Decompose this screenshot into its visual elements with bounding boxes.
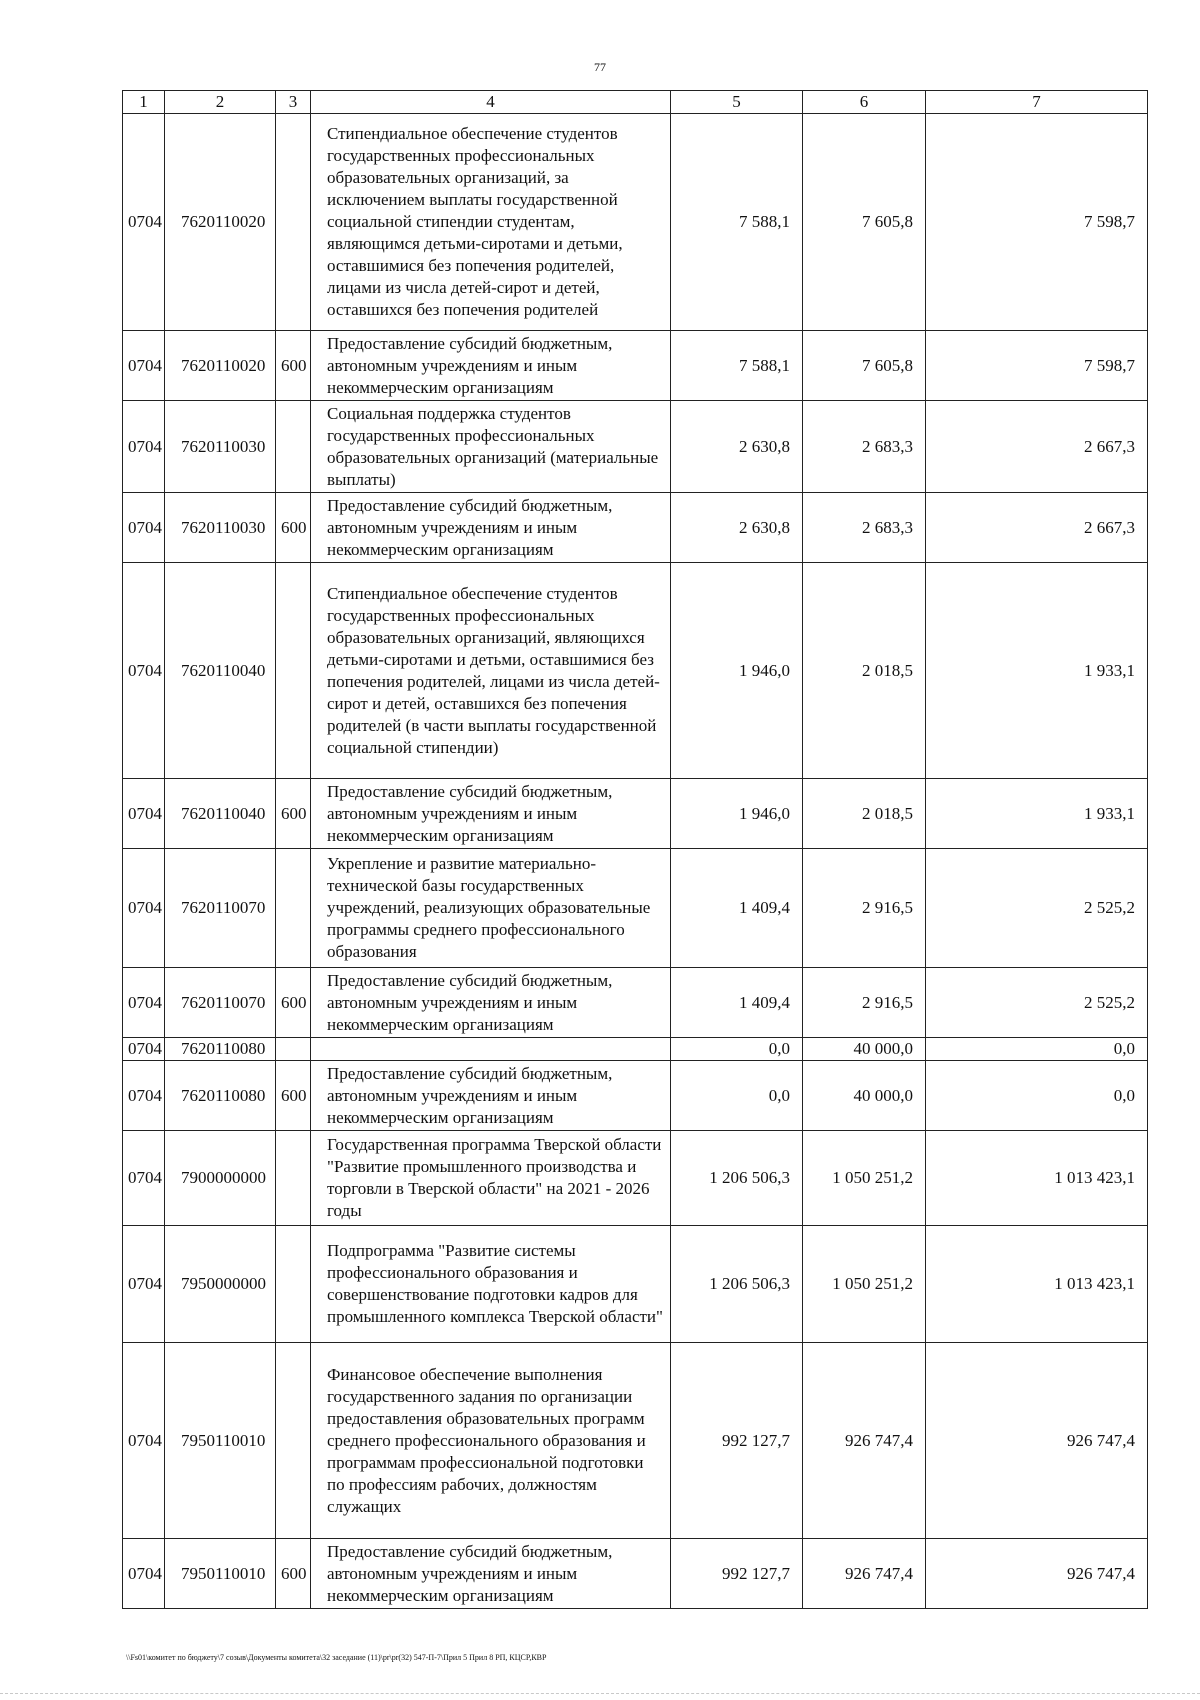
expense-type-code: 600 (276, 779, 311, 849)
target-article-code: 7620110030 (165, 493, 276, 563)
section-code: 0704 (123, 1061, 165, 1131)
row-description (311, 1038, 671, 1061)
target-article-code: 7950110010 (165, 1539, 276, 1609)
target-article-code: 7620110040 (165, 563, 276, 779)
expense-type-code (276, 563, 311, 779)
section-code: 0704 (123, 1226, 165, 1343)
section-code: 0704 (123, 968, 165, 1038)
amount-col7: 7 598,7 (926, 331, 1148, 401)
table-row (123, 1038, 1148, 1061)
budget-table (122, 90, 1148, 1609)
amount-col5: 2 630,8 (671, 401, 803, 493)
amount-col5: 992 127,7 (671, 1539, 803, 1609)
amount-col7: 1 933,1 (926, 779, 1148, 849)
row-description: Государственная программа Тверской области "Развитие промышленного производства и торговли в Тверской области" на 2021 - 2026 годы (311, 1131, 671, 1226)
table-row (123, 331, 1148, 401)
amount-col6: 2 683,3 (803, 401, 926, 493)
expense-type-code (276, 114, 311, 331)
row-description: Предоставление субсидий бюджетным, автономным учреждениям и иным некоммерческим организациям (311, 779, 671, 849)
target-article-code: 7620110080 (165, 1038, 276, 1061)
section-code: 0704 (123, 1343, 165, 1539)
section-code: 0704 (123, 779, 165, 849)
target-article-code: 7620110030 (165, 401, 276, 493)
amount-col6: 926 747,4 (803, 1343, 926, 1539)
row-description: Предоставление субсидий бюджетным, автономным учреждениям и иным некоммерческим организациям (311, 331, 671, 401)
amount-col6: 7 605,8 (803, 331, 926, 401)
amount-col5: 992 127,7 (671, 1343, 803, 1539)
target-article-code: 7620110070 (165, 849, 276, 968)
target-article-code: 7950110010 (165, 1343, 276, 1539)
table-row (123, 779, 1148, 849)
table-row (123, 563, 1148, 779)
amount-col6: 2 018,5 (803, 779, 926, 849)
section-code: 0704 (123, 493, 165, 563)
amount-col7: 2 525,2 (926, 968, 1148, 1038)
amount-col7: 7 598,7 (926, 114, 1148, 331)
target-article-code: 7620110070 (165, 968, 276, 1038)
amount-col6: 7 605,8 (803, 114, 926, 331)
column-header: 6 (803, 91, 926, 114)
section-code: 0704 (123, 331, 165, 401)
amount-col5: 1 206 506,3 (671, 1131, 803, 1226)
amount-col5: 7 588,1 (671, 331, 803, 401)
row-description: Стипендиальное обеспечение студентов государственных профессиональных образовательных организаций, являющихся детьми-сиротами и детьми, оставшимися без попечения родителей, лицами из числа детей-сирот и детей, оставшихся без попечения родителей (в части выплаты государственной социальной стипендии) (311, 563, 671, 779)
expense-type-code: 600 (276, 493, 311, 563)
target-article-code: 7620110080 (165, 1061, 276, 1131)
expense-type-code (276, 401, 311, 493)
table-row (123, 1343, 1148, 1539)
table-row (123, 1061, 1148, 1131)
target-article-code: 7950000000 (165, 1226, 276, 1343)
footer-file-path: \\Fs01\комитет по бюджету\7 созыв\Документы комитета\32 заседание (11)\pr\pr(32) 547-П-7\Прил 5 Прил 8 РП, КЦСР,КВР (126, 1653, 547, 1662)
target-article-code: 7620110020 (165, 331, 276, 401)
amount-col5: 1 409,4 (671, 968, 803, 1038)
table-row (123, 968, 1148, 1038)
table-row (123, 1131, 1148, 1226)
table-header-row (123, 91, 1148, 114)
expense-type-code (276, 1038, 311, 1061)
column-header: 7 (926, 91, 1148, 114)
expense-type-code: 600 (276, 1061, 311, 1131)
table-row (123, 849, 1148, 968)
amount-col7: 1 013 423,1 (926, 1226, 1148, 1343)
amount-col6: 2 018,5 (803, 563, 926, 779)
row-description: Предоставление субсидий бюджетным, автономным учреждениям и иным некоммерческим организациям (311, 968, 671, 1038)
amount-col7: 0,0 (926, 1038, 1148, 1061)
amount-col7: 0,0 (926, 1061, 1148, 1131)
expense-type-code (276, 1343, 311, 1539)
row-description: Предоставление субсидий бюджетным, автономным учреждениям и иным некоммерческим организациям (311, 1061, 671, 1131)
amount-col5: 1 409,4 (671, 849, 803, 968)
section-code: 0704 (123, 849, 165, 968)
amount-col7: 2 667,3 (926, 401, 1148, 493)
amount-col6: 2 916,5 (803, 849, 926, 968)
row-description: Стипендиальное обеспечение студентов государственных профессиональных образовательных организаций, за исключением выплаты государственной социальной стипендии студентам, являющимся детьми-сиротами и детьми, оставшимися без попечения родителей, лицами из числа детей-сирот и детей, оставшихся без попечения родителей (311, 114, 671, 331)
section-code: 0704 (123, 1539, 165, 1609)
row-description: Социальная поддержка студентов государственных профессиональных образовательных организаций (материальные выплаты) (311, 401, 671, 493)
amount-col5: 0,0 (671, 1061, 803, 1131)
amount-col7: 1 013 423,1 (926, 1131, 1148, 1226)
scan-edge-line (0, 1693, 1200, 1694)
section-code: 0704 (123, 401, 165, 493)
amount-col6: 40 000,0 (803, 1061, 926, 1131)
target-article-code: 7620110020 (165, 114, 276, 331)
expense-type-code (276, 1131, 311, 1226)
table-row (123, 401, 1148, 493)
expense-type-code (276, 1226, 311, 1343)
column-header: 3 (276, 91, 311, 114)
amount-col6: 926 747,4 (803, 1539, 926, 1609)
column-header: 1 (123, 91, 165, 114)
expense-type-code: 600 (276, 1539, 311, 1609)
target-article-code: 7900000000 (165, 1131, 276, 1226)
column-header: 2 (165, 91, 276, 114)
expense-type-code: 600 (276, 968, 311, 1038)
page-number: 77 (594, 60, 606, 74)
row-description: Финансовое обеспечение выполнения государственного задания по организации предоставления образовательных программ среднего профессионального образования и программам профессиональной подготовки по профессиям рабочих, должностям служащих (311, 1343, 671, 1539)
section-code: 0704 (123, 1131, 165, 1226)
expense-type-code: 600 (276, 331, 311, 401)
section-code: 0704 (123, 114, 165, 331)
amount-col5: 0,0 (671, 1038, 803, 1061)
column-header: 4 (311, 91, 671, 114)
amount-col5: 1 946,0 (671, 779, 803, 849)
amount-col7: 2 525,2 (926, 849, 1148, 968)
column-header: 5 (671, 91, 803, 114)
amount-col7: 926 747,4 (926, 1539, 1148, 1609)
section-code: 0704 (123, 563, 165, 779)
amount-col7: 1 933,1 (926, 563, 1148, 779)
amount-col7: 926 747,4 (926, 1343, 1148, 1539)
row-description: Предоставление субсидий бюджетным, автономным учреждениям и иным некоммерческим организациям (311, 493, 671, 563)
amount-col7: 2 667,3 (926, 493, 1148, 563)
table-row (123, 114, 1148, 331)
row-description: Предоставление субсидий бюджетным, автономным учреждениям и иным некоммерческим организациям (311, 1539, 671, 1609)
amount-col6: 2 916,5 (803, 968, 926, 1038)
amount-col5: 7 588,1 (671, 114, 803, 331)
amount-col6: 1 050 251,2 (803, 1131, 926, 1226)
amount-col5: 2 630,8 (671, 493, 803, 563)
expense-type-code (276, 849, 311, 968)
table-row (123, 1226, 1148, 1343)
table-row (123, 493, 1148, 563)
section-code: 0704 (123, 1038, 165, 1061)
amount-col5: 1 946,0 (671, 563, 803, 779)
amount-col6: 1 050 251,2 (803, 1226, 926, 1343)
row-description: Подпрограмма "Развитие системы профессионального образования и совершенствование подготовки кадров для промышленного комплекса Тверской области" (311, 1226, 671, 1343)
target-article-code: 7620110040 (165, 779, 276, 849)
amount-col5: 1 206 506,3 (671, 1226, 803, 1343)
row-description: Укрепление и развитие материально-технической базы государственных учреждений, реализующих образовательные программы среднего профессионального образования (311, 849, 671, 968)
amount-col6: 2 683,3 (803, 493, 926, 563)
amount-col6: 40 000,0 (803, 1038, 926, 1061)
table-row (123, 1539, 1148, 1609)
